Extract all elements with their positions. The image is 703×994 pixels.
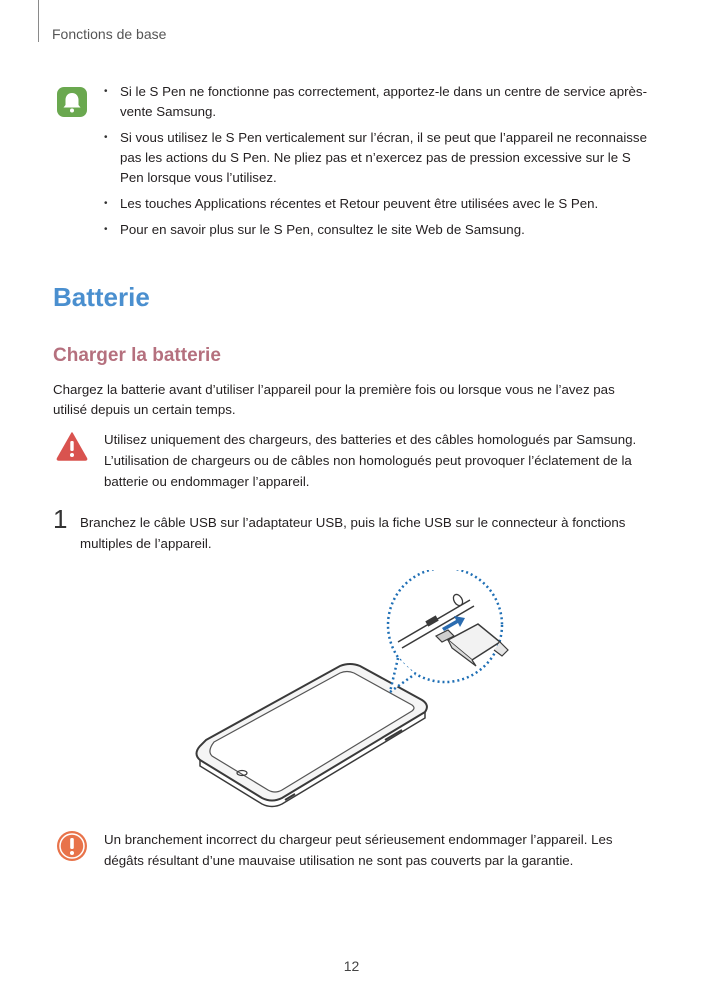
step-number: 1	[53, 504, 68, 534]
warning-text: Utilisez uniquement des chargeurs, des batteries et des câbles homologués par Samsung. L’utilisation de chargeurs ou de câbles non homologués peut provoquer l’éclatement de la batterie ou endommager l’appareil.	[104, 432, 637, 489]
intro-paragraph: Chargez la batterie avant d’utiliser l’appareil pour la première fois ou lorsque vous ne l’avez pas utilisé depuis un certain temps.	[53, 382, 615, 417]
header-rule	[38, 0, 39, 42]
tablet-charging-illustration	[190, 570, 520, 820]
bell-icon	[56, 86, 88, 118]
exclamation-icon	[56, 830, 88, 862]
note-bullet: • Si vous utilisez le S Pen verticalement sur l’écran, il se peut que l’appareil ne reconnaisse pas les actions du S Pen. Ne pliez pas et n’exercez pas de pression excessive sur le S Pen lorsque vous l’utilisez.	[104, 128, 649, 188]
note-bullet: • Les touches Applications récentes et Retour peuvent être utilisées avec le S Pen.	[104, 194, 649, 214]
caution-text: Un branchement incorrect du chargeur peut sérieusement endommager l’appareil. Les dégâts résultant d’une mauvaise utilisation ne sont pas couverts par la garantie.	[104, 832, 613, 868]
note-bullet-list	[104, 82, 649, 246]
section-title: Batterie	[53, 282, 150, 312]
note-bullet: • Pour en savoir plus sur le S Pen, consultez le site Web de Samsung.	[104, 220, 649, 240]
step-text: Branchez le câble USB sur l’adaptateur USB, puis la fiche USB sur le connecteur à fonctions multiples de l’appareil.	[80, 515, 626, 551]
page-number: 12	[343, 958, 360, 974]
note-bullet: • Si le S Pen ne fonctionne pas correctement, apportez-le dans un centre de service après-vente Samsung.	[104, 82, 649, 122]
warning-triangle-icon	[56, 431, 88, 461]
running-header: Fonctions de base	[52, 26, 167, 42]
section-subtitle: Charger la batterie	[53, 345, 221, 366]
